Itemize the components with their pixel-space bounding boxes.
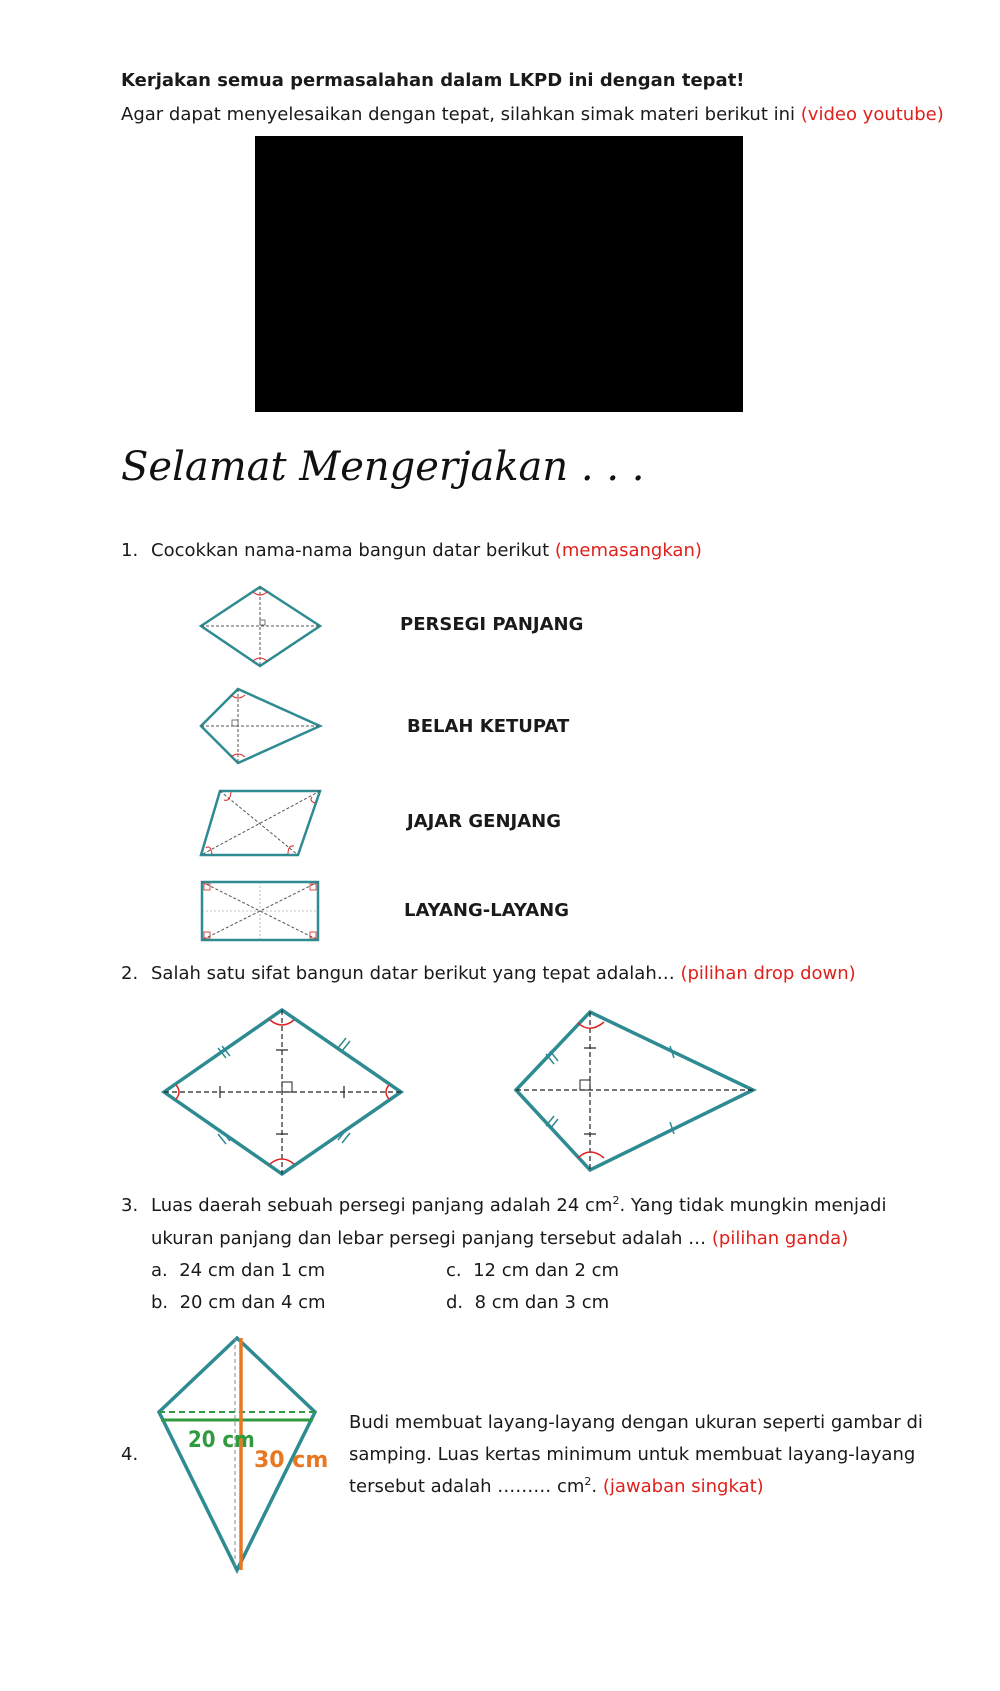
parallelogram-shape[interactable] <box>198 788 323 858</box>
q4-line3-a: tersebut adalah ……… cm <box>349 1476 585 1497</box>
q3-line1-a: Luas daerah sebuah persegi panjang adalah 24 cm <box>151 1195 613 1216</box>
rhombus-shape[interactable] <box>198 584 323 669</box>
q1-tag: (memasangkan) <box>554 540 702 561</box>
q4-dim-vertical: 30 cm <box>254 1448 329 1473</box>
q3-option-b-letter: b. <box>151 1292 169 1313</box>
q3-number: 3. <box>121 1195 139 1216</box>
q1-number: 1. <box>121 540 139 561</box>
q3-option-a[interactable] <box>151 1260 325 1282</box>
q3-line1 <box>151 1195 886 1217</box>
q3-option-b[interactable] <box>151 1292 326 1314</box>
q3-option-c-letter: c. <box>446 1260 462 1281</box>
intro-tag: (video youtube) <box>800 104 944 125</box>
q4-number: 4. <box>121 1444 139 1465</box>
q1-label-3[interactable]: JAJAR GENJANG <box>407 811 561 832</box>
kite-shape[interactable] <box>198 686 323 766</box>
q3-line1-sup: 2 <box>612 1194 620 1207</box>
q3-option-d[interactable] <box>446 1292 609 1314</box>
q1-text <box>151 540 702 562</box>
q2-prompt: Salah satu sifat bangun datar berikut yang tepat adalah… <box>151 963 675 984</box>
intro-main: Agar dapat menyelesaikan dengan tepat, silahkan simak materi berikut ini <box>121 104 796 125</box>
q3-line2-text: ukuran panjang dan lebar persegi panjang tersebut adalah … <box>151 1228 707 1249</box>
q1-label-2[interactable]: BELAH KETUPAT <box>407 716 570 737</box>
intro-text <box>121 104 944 126</box>
q2-tag: (pilihan drop down) <box>680 963 856 984</box>
q3-option-a-letter: a. <box>151 1260 168 1281</box>
rectangle-shape[interactable] <box>200 880 320 942</box>
q3-option-c-text: 12 cm dan 2 cm <box>473 1260 620 1281</box>
q3-option-c[interactable] <box>446 1260 619 1282</box>
q4-line2: samping. Luas kertas minimum untuk membuat layang-layang <box>349 1444 916 1465</box>
q3-line1-b: . Yang tidak mungkin menjadi <box>619 1195 887 1216</box>
q3-option-d-text: 8 cm dan 3 cm <box>474 1292 610 1313</box>
q2-kite-shape <box>512 1008 757 1173</box>
q3-option-d-letter: d. <box>446 1292 464 1313</box>
q4-line3-b: . <box>591 1476 598 1497</box>
q4-tag: (jawaban singkat) <box>602 1476 764 1497</box>
q2-rhombus-shape <box>160 1006 405 1176</box>
youtube-video-embed[interactable] <box>255 136 743 412</box>
q2-text <box>151 963 856 985</box>
q4-line3 <box>349 1476 764 1498</box>
page-title: Selamat Mengerjakan . . . <box>121 444 645 490</box>
q3-option-b-text: 20 cm dan 4 cm <box>179 1292 326 1313</box>
q3-tag: (pilihan ganda) <box>711 1228 849 1249</box>
q3-line2 <box>151 1228 848 1250</box>
q4-dim-horizontal: 20 cm <box>188 1428 255 1453</box>
q1-label-4[interactable]: LAYANG-LAYANG <box>404 900 569 921</box>
instruction-heading: Kerjakan semua permasalahan dalam LKPD ini dengan tepat! <box>121 70 745 91</box>
q4-line3-sup: 2 <box>584 1475 592 1488</box>
q1-prompt: Cocokkan nama-nama bangun datar berikut <box>151 540 550 561</box>
q3-option-a-text: 24 cm dan 1 cm <box>179 1260 326 1281</box>
q2-number: 2. <box>121 963 139 984</box>
q1-label-1[interactable]: PERSEGI PANJANG <box>400 614 584 635</box>
q4-line1: Budi membuat layang-layang dengan ukuran seperti gambar di <box>349 1412 923 1433</box>
